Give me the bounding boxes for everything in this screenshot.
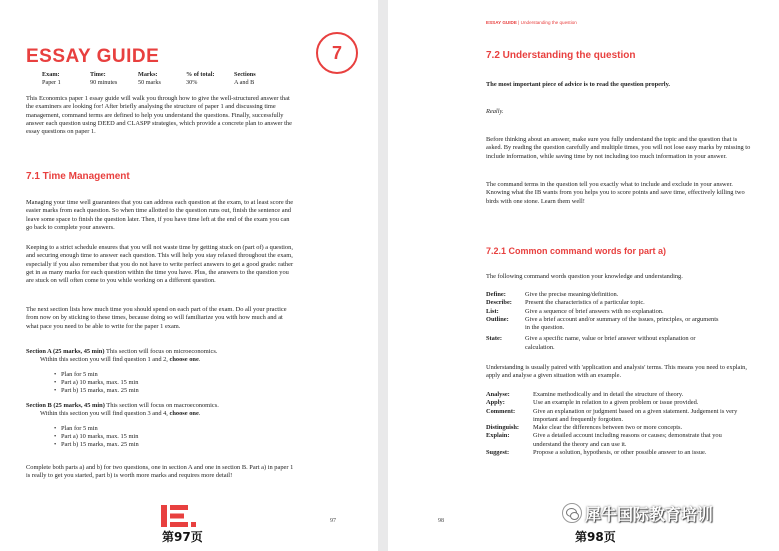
term-analyse-def: Examine methodically and in detail the structure of theory. [533, 391, 684, 398]
term-state-def: Give a specific name, value or brief answer without explanation or calculation. [525, 335, 696, 351]
term-explain-def: Give a detailed account including reasons or causes; demonstrate that you understand the theory and can use it. [533, 432, 722, 448]
right-page [388, 0, 779, 551]
wechat-logo-icon [562, 503, 582, 523]
list-item: • Part b) 15 marks, max. 25 min [54, 387, 294, 395]
list-item: • Part a) 10 marks, max. 15 min [54, 433, 294, 441]
closing-paragraph: Complete both parts a) and b) for two questions, one in section A and one in section B. Part a) in paper 1 is really to get you started, part b) is worth more marks and requires more detail! [26, 464, 294, 480]
publisher-logo-icon [161, 505, 199, 527]
list-item [486, 335, 751, 352]
section-a-list [26, 371, 294, 396]
command-words-intro: The following command words question your knowledge and understanding. [486, 273, 683, 280]
list-item [486, 291, 751, 299]
page-caption-97: 第97页 [162, 530, 203, 544]
understanding-paragraph-1: Before thinking about an answer, make sure you fully understand the topic and the question that is asked. By reading the question carefully and multiple times, you will not lose easy marks by missing to include information, while saving time by not including too much information in your answer. [486, 136, 751, 160]
list-item [486, 408, 751, 425]
section-a-block: Section A (25 marks, 45 min) This section will focus on microeconomics. Within this section you will find question 1 and 2, choose one. • Plan for 5 min • Part a) 10 marks, max. 15 min • Part b) 15 marks, max. 25 min [26, 348, 294, 395]
section-a-choose: choose one [169, 356, 199, 364]
term-apply: Apply: [486, 399, 505, 407]
section-b-label: Section B (25 marks, 45 min) [26, 402, 105, 409]
term-distinguish-def: Make clear the differences between two or more concepts. [533, 424, 683, 432]
list-item [486, 308, 751, 316]
section-7-1-heading: 7.1 Time Management [26, 171, 130, 182]
command-terms-part-a [486, 291, 751, 352]
application-analysis-intro: Understanding is usually paired with 'application and analysis' terms. This means you need to explain, apply and analyse a given situation with an example. [486, 364, 747, 380]
lead-sentence: The most important piece of advice is to read the question properly. [486, 81, 671, 88]
list-item [486, 449, 751, 457]
section-b-desc: This section will focus on macroeconomics. [104, 402, 219, 409]
running-header-title: ESSAY GUIDE [486, 20, 517, 25]
intro-paragraph: This Economics paper 1 essay guide will walk you through how to give the well-structured answer that the examiners are looking for! After briefly analysing the structure of paper 1 and discussing time management, command terms are defined to help you understand the questions. Finally, successfully answer each question using DEED and CLASPP strategies, which provide a concrete plan to answer the essay questions on paper 1. [26, 95, 292, 136]
left-page [0, 0, 378, 551]
meta-header-percent: % of total: [186, 71, 215, 78]
meta-value-sections: A and B [234, 79, 255, 86]
meta-value-marks: 50 marks [138, 79, 161, 86]
term-define: Define: [486, 291, 506, 298]
section-a-line2: Within this section you will find question 1 and 2, [40, 356, 170, 364]
chapter-number-badge: 7 [316, 32, 358, 74]
exam-meta-table [42, 71, 272, 89]
page-caption-98: 第98页 [575, 530, 616, 544]
meta-header-marks: Marks: [138, 71, 158, 78]
really-text: Really. [486, 108, 504, 115]
meta-header-time: Time: [90, 71, 106, 78]
section-b-choose: choose one [169, 410, 199, 418]
term-list-def: Give a sequence of brief answers with no explanation. [525, 307, 664, 315]
term-suggest: Suggest: [486, 449, 510, 457]
list-item: • Plan for 5 min [54, 371, 294, 379]
list-item [486, 391, 751, 399]
term-outline-def: Give a brief account and/or summary of the issues, principles, or arguments in the question. [525, 315, 719, 332]
list-item [486, 424, 751, 432]
essay-guide-title: ESSAY GUIDE [26, 46, 160, 67]
time-management-paragraph-1: Managing your time well guarantees that you can address each question at the exam, to at least score the easier marks from each question. So when time allotted to the question runs out, finish the sentence and leave some space to finish the question later. Then, if you have time left at the end of the exam you can go back to complete your answers. [26, 199, 294, 231]
list-item [486, 432, 751, 449]
watermark-text: 犀牛国际教育培训 [585, 505, 714, 524]
section-7-2-heading: 7.2 Understanding the question [486, 50, 636, 61]
time-management-paragraph-3: The next section lists how much time you should spend on each part of the exam. Do all your practice from now on by sticking to these times, because doing so will familiarize you with how much and at what pace you need to be able to write for the paper 1 exam. [26, 306, 287, 330]
list-item: • Plan for 5 min [54, 425, 294, 433]
list-item [486, 299, 751, 307]
term-explain: Explain: [486, 432, 510, 440]
meta-value-exam: Paper 1 [42, 79, 61, 86]
list-item [486, 399, 751, 407]
term-suggest-def: Propose a solution, hypothesis, or other possible answer to an issue. [533, 449, 707, 457]
list-item [486, 316, 751, 333]
term-describe-def: Present the characteristics of a particular topic. [525, 299, 645, 307]
running-header [486, 20, 577, 25]
term-comment: Comment: [486, 407, 516, 415]
page-number-98: 98 [438, 518, 444, 524]
meta-header-sections: Sections [234, 71, 256, 78]
running-header-subtitle: | Understanding the question [516, 20, 577, 25]
section-b-block: Section B (25 marks, 45 min) This section will focus on macroeconomics. Within this section you will find question 3 and 4, choose one. • Plan for 5 min • Part a) 10 marks, max. 15 min • Part b) 15 marks, max. 25 min [26, 402, 294, 449]
term-analyse: Analyse: [486, 391, 510, 398]
term-distinguish: Distinguish: [486, 424, 520, 432]
term-comment-def: Give an explanation or judgment based on a given statement. Judgement is very important and frequently forgotten. [533, 407, 738, 423]
subsection-7-2-1-heading: 7.2.1 Common command words for part a) [486, 246, 667, 256]
section-b-line2: Within this section you will find question 3 and 4, [40, 410, 170, 418]
meta-value-time: 90 minutes [90, 79, 118, 86]
term-apply-def: Use an example in relation to a given problem or issue provided. [533, 399, 699, 407]
section-b-list [26, 425, 294, 450]
term-outline: Outline: [486, 315, 509, 323]
list-item: • Part a) 10 marks, max. 15 min [54, 379, 294, 387]
time-management-paragraph-2: Keeping to a strict schedule ensures that you will not waste time by getting stuck on (part of) a question, and securing enough time to answer each question. This will help you stay relaxed throughout the exam, especially if you also remember that you do not have to write perfect answers to get a good grade: rather get in as many marks for each question within the time you have. Plus, the answers to the question you are stuck on will often come to you while working on a different question. [26, 244, 294, 285]
command-terms-part-b [486, 391, 751, 457]
meta-header-exam: Exam: [42, 71, 60, 78]
list-item: • Part b) 15 marks, max. 25 min [54, 441, 294, 449]
page-number-97: 97 [330, 518, 336, 524]
term-state: State: [486, 335, 502, 343]
section-a-label: Section A (25 marks, 45 min) [26, 348, 105, 355]
understanding-paragraph-2: The command terms in the question tell you exactly what to include and exclude in your answer. Knowing what the IB wants from you helps you to score points and save time, effectively killing two birds with one stone. Learn them well! [486, 181, 745, 205]
term-define-def: Give the precise meaning/definition. [525, 291, 619, 298]
meta-value-percent: 30% [186, 79, 198, 86]
term-describe: Describe: [486, 299, 512, 307]
section-a-desc: This section will focus on microeconomics. [104, 348, 218, 355]
term-list: List: [486, 307, 499, 315]
